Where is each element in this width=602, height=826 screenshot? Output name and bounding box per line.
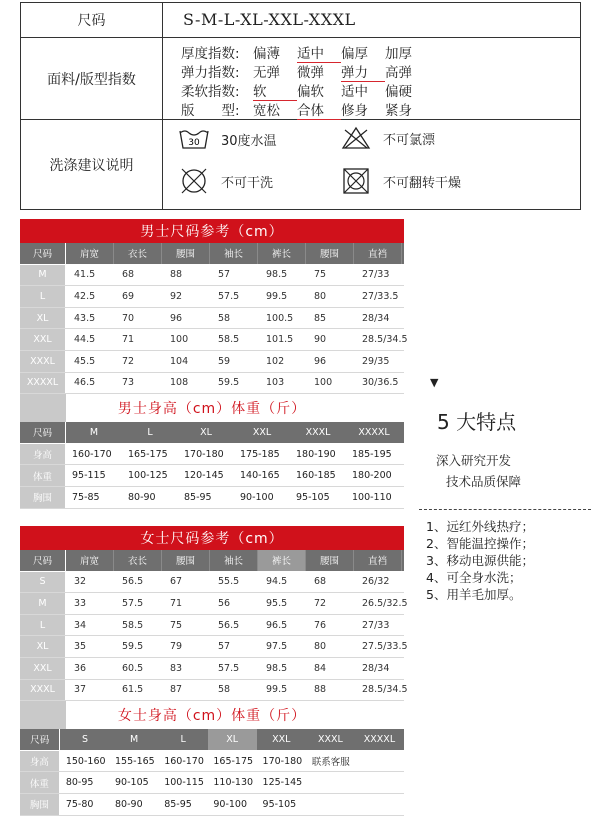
fabric-index-option: 偏薄 bbox=[253, 46, 280, 62]
table-header-cell: 腰围 bbox=[306, 550, 354, 571]
table-cell: 57.5 bbox=[218, 662, 240, 674]
fabric-index-option: 修身 bbox=[341, 103, 368, 119]
feature-item: 2、智能温控操作； bbox=[426, 536, 534, 551]
features-title: 5 大特点 bbox=[437, 410, 517, 434]
men-height-weight-grid bbox=[20, 422, 404, 508]
table-header-cell: XXL bbox=[252, 426, 272, 438]
table-cell: 95-115 bbox=[72, 470, 106, 482]
feature-item: 3、移动电源供能； bbox=[426, 553, 534, 568]
table-header-cell: XXXXL bbox=[363, 733, 396, 745]
table-cell: 185-195 bbox=[352, 448, 392, 460]
table-cell: 28/34 bbox=[362, 662, 390, 674]
wash-instructions bbox=[163, 120, 580, 209]
table-cell: 57.5 bbox=[218, 290, 240, 302]
fabric-index-option-selected: 软 bbox=[253, 80, 297, 101]
table-header-cell: 衣长 bbox=[114, 550, 162, 571]
no-bleach-icon bbox=[341, 126, 371, 150]
table-row bbox=[20, 572, 404, 594]
fabric-index-line bbox=[181, 42, 429, 63]
table-cell: 75 bbox=[314, 269, 327, 281]
table-cell: 80-95 bbox=[65, 777, 94, 789]
table-row bbox=[20, 772, 404, 794]
table-header-cell: L bbox=[147, 426, 153, 438]
fabric-index-option-selected: 合体 bbox=[297, 99, 341, 120]
men-size-table bbox=[20, 219, 408, 509]
table-cell: 103 bbox=[266, 377, 285, 389]
fabric-index-option: 紧身 bbox=[385, 103, 412, 119]
table-cell: 60.5 bbox=[122, 662, 144, 674]
fabric-index-option: 适中 bbox=[341, 84, 368, 100]
table-cell: 76 bbox=[314, 619, 327, 631]
table-cell: 90-100 bbox=[240, 491, 274, 503]
table-cell: 71 bbox=[170, 597, 183, 609]
table-cell: 80-90 bbox=[115, 798, 143, 810]
product-info-table bbox=[20, 2, 581, 210]
no-tumble-dry-icon bbox=[341, 166, 371, 196]
size-row bbox=[21, 3, 580, 38]
table-cell: 96 bbox=[170, 312, 183, 324]
table-cell: 125-145 bbox=[262, 777, 303, 789]
table-row bbox=[20, 636, 408, 658]
table-cell: 95-105 bbox=[262, 798, 297, 810]
table-cell: 97.5 bbox=[266, 641, 288, 653]
table-cell: 70 bbox=[122, 312, 135, 324]
no-bleach-text: 不可氯漂 bbox=[383, 132, 436, 148]
men-hw-title-row bbox=[20, 394, 404, 422]
table-cell: 68 bbox=[122, 269, 135, 281]
table-cell: 150-160 bbox=[65, 755, 106, 767]
fabric-index-option: 偏厚 bbox=[341, 46, 368, 62]
table-row bbox=[20, 680, 408, 702]
women-size-grid bbox=[20, 550, 408, 701]
table-row bbox=[20, 373, 404, 395]
table-cell: 165-175 bbox=[213, 755, 254, 767]
fabric-index-option-selected: 弹力 bbox=[341, 61, 385, 82]
fabric-index-line bbox=[181, 80, 429, 101]
table-cell: 95-105 bbox=[296, 491, 330, 503]
table-cell: 72 bbox=[122, 355, 135, 367]
table-cell: 56.5 bbox=[218, 619, 240, 631]
table-cell: 联系客服 bbox=[311, 757, 350, 769]
table-cell: 160-170 bbox=[72, 448, 112, 460]
table-cell: 95.5 bbox=[266, 597, 288, 609]
down-triangle-icon: ▼ bbox=[430, 376, 439, 389]
table-cell bbox=[306, 772, 355, 793]
table-cell: 75 bbox=[170, 619, 183, 631]
men-hw-title: 男士身高（cm）体重（斤） bbox=[117, 401, 307, 418]
table-cell: XL bbox=[20, 308, 66, 329]
table-header-row bbox=[20, 729, 404, 751]
table-cell: 胸围 bbox=[20, 487, 66, 508]
table-header-cell: XXXXL bbox=[358, 426, 390, 438]
table-cell: 27.5/33.5 bbox=[362, 641, 408, 653]
fabric-label: 面料/版型指数 bbox=[21, 38, 163, 119]
no-tumble-dry-text: 不可翻转干燥 bbox=[383, 175, 462, 191]
table-cell bbox=[355, 794, 404, 815]
fabric-indices bbox=[163, 38, 580, 119]
table-cell: L bbox=[20, 615, 66, 636]
table-cell: 56 bbox=[218, 597, 231, 609]
table-header-cell: XL bbox=[200, 426, 212, 438]
table-cell: 100-125 bbox=[128, 470, 168, 482]
table-cell: 98.5 bbox=[266, 269, 288, 281]
table-cell: 35 bbox=[74, 641, 87, 653]
table-header-cell: 腰围 bbox=[306, 243, 354, 264]
no-bleach-item bbox=[341, 126, 435, 150]
size-range: S-M-L-XL-XXL-XXXL bbox=[183, 10, 356, 29]
table-header-cell: 肩宽 bbox=[66, 243, 114, 264]
fabric-index-key: 柔软指数: bbox=[181, 84, 240, 100]
slogan-research: 深入研究开发 bbox=[436, 453, 512, 468]
no-dryclean-text: 不可干洗 bbox=[221, 175, 274, 191]
table-cell: 101.5 bbox=[266, 334, 294, 346]
table-cell: 175-185 bbox=[240, 448, 280, 460]
table-cell: 69 bbox=[122, 290, 135, 302]
table-cell: XXL bbox=[20, 329, 66, 350]
table-cell: 42.5 bbox=[74, 290, 96, 302]
table-header-row bbox=[20, 243, 404, 265]
table-header-cell: 袖长 bbox=[210, 550, 258, 571]
fabric-row bbox=[21, 38, 580, 120]
table-cell: 56.5 bbox=[122, 576, 144, 588]
table-header-cell: XXXL bbox=[305, 426, 331, 438]
table-header-cell: 腰围 bbox=[162, 243, 210, 264]
table-cell: 43.5 bbox=[74, 312, 96, 324]
feature-item: 1、远红外线热疗； bbox=[426, 519, 534, 534]
table-cell: 85 bbox=[314, 312, 327, 324]
women-size-table bbox=[20, 526, 408, 816]
table-cell: 94.5 bbox=[266, 576, 288, 588]
fabric-index-option: 偏软 bbox=[297, 84, 324, 100]
table-cell: 44.5 bbox=[74, 334, 96, 346]
table-cell: 98.5 bbox=[266, 662, 288, 674]
table-header-row bbox=[20, 550, 404, 572]
table-cell: 85-95 bbox=[184, 491, 212, 503]
fabric-index-key: 厚度指数: bbox=[181, 46, 240, 62]
no-tumble-dry-item bbox=[341, 166, 461, 196]
table-cell: 57.5 bbox=[122, 597, 144, 609]
fabric-index-line bbox=[181, 61, 429, 82]
table-header-cell: M bbox=[129, 733, 139, 745]
table-cell: XXXXL bbox=[20, 373, 66, 394]
table-cell: 28.5/34.5 bbox=[362, 684, 408, 696]
table-cell: 84 bbox=[314, 662, 327, 674]
table-header-cell: M bbox=[89, 426, 99, 438]
table-cell: 46.5 bbox=[74, 377, 96, 389]
table-cell: 59 bbox=[218, 355, 231, 367]
table-cell: 58 bbox=[218, 312, 231, 324]
divider bbox=[419, 509, 591, 510]
table-header-cell: XXL bbox=[272, 733, 291, 745]
table-row bbox=[20, 444, 404, 466]
table-cell: 29/35 bbox=[362, 355, 390, 367]
table-cell: 170-180 bbox=[184, 448, 224, 460]
table-header-cell: 裤长 bbox=[258, 243, 306, 264]
table-cell: 100 bbox=[170, 334, 189, 346]
table-cell: 75-85 bbox=[72, 491, 100, 503]
women-hw-title-row bbox=[20, 701, 404, 729]
fabric-index-option-selected: 适中 bbox=[297, 42, 341, 63]
no-dryclean-item bbox=[179, 166, 273, 196]
table-cell: 170-180 bbox=[262, 755, 303, 767]
table-header-row bbox=[20, 422, 404, 444]
table-cell: XL bbox=[20, 636, 66, 657]
table-cell: 41.5 bbox=[74, 269, 96, 281]
women-height-weight-grid bbox=[20, 729, 404, 815]
table-cell: 32 bbox=[74, 576, 87, 588]
table-cell: XXL bbox=[20, 658, 66, 679]
fabric-index-option: 宽松 bbox=[253, 103, 280, 119]
table-cell: S bbox=[20, 572, 66, 593]
table-cell: XXXL bbox=[20, 680, 66, 701]
table-cell: 28/34 bbox=[362, 312, 390, 324]
women-table-title: 女士尺码参考（cm） bbox=[20, 526, 404, 550]
table-cell: 92 bbox=[170, 290, 183, 302]
men-size-grid bbox=[20, 243, 408, 394]
table-cell: 100 bbox=[314, 377, 333, 389]
table-cell: 180-190 bbox=[296, 448, 336, 460]
table-cell: 58 bbox=[218, 684, 231, 696]
table-cell: 26/32 bbox=[362, 576, 390, 588]
table-header-cell: XXXL bbox=[317, 733, 343, 745]
table-cell: 37 bbox=[74, 684, 87, 696]
size-label: 尺码 bbox=[21, 3, 163, 37]
fabric-index-option: 偏硬 bbox=[385, 84, 412, 100]
table-cell: 30/36.5 bbox=[362, 377, 399, 389]
table-cell: 96 bbox=[314, 355, 327, 367]
table-cell: 99.5 bbox=[266, 290, 288, 302]
table-cell: 140-165 bbox=[240, 470, 280, 482]
table-cell: 100-110 bbox=[352, 491, 392, 503]
table-cell: 34 bbox=[74, 619, 87, 631]
table-cell: 90-100 bbox=[213, 798, 248, 810]
table-cell: 61.5 bbox=[122, 684, 144, 696]
table-cell: 160-185 bbox=[296, 470, 336, 482]
table-cell: 104 bbox=[170, 355, 189, 367]
table-cell: 55.5 bbox=[218, 576, 240, 588]
table-cell: 180-200 bbox=[352, 470, 392, 482]
table-row bbox=[20, 487, 404, 509]
table-cell: 90-105 bbox=[115, 777, 149, 789]
wash-row bbox=[21, 120, 580, 209]
table-row bbox=[20, 794, 404, 816]
svg-text:30: 30 bbox=[188, 138, 200, 148]
table-cell: M bbox=[20, 593, 66, 614]
table-cell: 72 bbox=[314, 597, 327, 609]
table-header-cell: 腰围 bbox=[162, 550, 210, 571]
fabric-index-option: 无弹 bbox=[253, 65, 280, 81]
table-cell: 80 bbox=[314, 290, 327, 302]
table-cell bbox=[306, 794, 355, 815]
table-cell: 71 bbox=[122, 334, 135, 346]
table-header-cell: 裤长 bbox=[258, 550, 306, 571]
table-cell: 88 bbox=[170, 269, 183, 281]
feature-item: 4、可全身水洗； bbox=[426, 570, 522, 585]
table-cell: 160-170 bbox=[164, 755, 204, 767]
table-header-cell: 尺码 bbox=[20, 422, 66, 443]
table-cell: 102 bbox=[266, 355, 285, 367]
table-cell: 27/33 bbox=[362, 269, 390, 281]
table-cell: 73 bbox=[122, 377, 135, 389]
table-cell: 45.5 bbox=[74, 355, 96, 367]
table-cell: 33 bbox=[74, 597, 87, 609]
table-cell: L bbox=[20, 286, 66, 307]
fabric-index-option: 加厚 bbox=[385, 46, 412, 62]
table-cell: 59.5 bbox=[122, 641, 144, 653]
table-cell: 85-95 bbox=[164, 798, 192, 810]
fabric-index-option: 高弹 bbox=[385, 65, 412, 81]
feature-item: 5、用羊毛加厚。 bbox=[426, 587, 522, 602]
table-cell: 120-145 bbox=[184, 470, 224, 482]
table-row bbox=[20, 593, 408, 615]
table-cell: 100-115 bbox=[164, 777, 204, 789]
table-header-cell: 直裆 bbox=[354, 243, 402, 264]
table-cell: 165-175 bbox=[128, 448, 168, 460]
table-cell: 80-90 bbox=[128, 491, 156, 503]
table-cell: 80 bbox=[314, 641, 327, 653]
table-header-cell: 肩宽 bbox=[66, 550, 114, 571]
table-row bbox=[20, 658, 404, 680]
slogan-quality: 技术品质保障 bbox=[446, 474, 522, 489]
table-row bbox=[20, 308, 404, 330]
wash-30-icon bbox=[179, 128, 209, 150]
table-cell: 27/33 bbox=[362, 619, 390, 631]
table-header-cell: 衣长 bbox=[114, 243, 162, 264]
table-cell: 110-130 bbox=[213, 777, 254, 789]
table-cell: 身高 bbox=[20, 751, 60, 772]
table-cell: 79 bbox=[170, 641, 183, 653]
table-cell: 100.5 bbox=[266, 312, 294, 324]
table-cell: 57 bbox=[218, 269, 231, 281]
wash-label: 洗涤建议说明 bbox=[21, 120, 163, 209]
table-header-cell: S bbox=[81, 733, 88, 745]
table-cell: 28.5/34.5 bbox=[362, 334, 408, 346]
table-header-cell: 尺码 bbox=[20, 243, 66, 264]
table-cell bbox=[355, 751, 404, 772]
table-header-cell: 尺码 bbox=[20, 550, 66, 571]
table-cell: 99.5 bbox=[266, 684, 288, 696]
fabric-index-key: 弹力指数: bbox=[181, 65, 240, 81]
table-row bbox=[20, 286, 404, 308]
women-hw-title: 女士身高（cm）体重（斤） bbox=[117, 708, 307, 725]
wash-30-item bbox=[179, 128, 277, 150]
table-cell: 27/33.5 bbox=[362, 290, 399, 302]
table-header-cell: L bbox=[180, 733, 186, 745]
fabric-index-option: 微弹 bbox=[297, 65, 324, 81]
table-cell: 90 bbox=[314, 334, 327, 346]
table-cell: 83 bbox=[170, 662, 183, 674]
fabric-index-line bbox=[181, 99, 429, 120]
no-dryclean-icon bbox=[179, 166, 209, 196]
table-row bbox=[20, 615, 404, 637]
table-cell: 胸围 bbox=[20, 794, 60, 815]
table-cell: 58.5 bbox=[218, 334, 240, 346]
table-row bbox=[20, 751, 404, 773]
men-table-title: 男士尺码参考（cm） bbox=[20, 219, 404, 243]
fabric-index-key: 版 型: bbox=[181, 103, 240, 119]
table-cell: 68 bbox=[314, 576, 327, 588]
table-cell: 59.5 bbox=[218, 377, 240, 389]
table-row bbox=[20, 265, 404, 287]
table-cell: M bbox=[20, 265, 66, 286]
table-cell: XXXL bbox=[20, 351, 66, 372]
table-cell: 88 bbox=[314, 684, 327, 696]
table-cell: 体重 bbox=[20, 772, 60, 793]
table-header-cell: 尺码 bbox=[20, 729, 60, 750]
table-cell: 96.5 bbox=[266, 619, 288, 631]
table-cell: 58.5 bbox=[122, 619, 144, 631]
wash-30-text: 30度水温 bbox=[221, 133, 277, 149]
table-cell: 67 bbox=[170, 576, 183, 588]
table-cell: 36 bbox=[74, 662, 87, 674]
table-cell: 57 bbox=[218, 641, 231, 653]
table-cell: 身高 bbox=[20, 444, 66, 465]
table-cell: 87 bbox=[170, 684, 183, 696]
table-row bbox=[20, 465, 404, 487]
table-cell: 26.5/32.5 bbox=[362, 597, 408, 609]
table-cell: 155-165 bbox=[115, 755, 155, 767]
table-row bbox=[20, 351, 404, 373]
table-header-cell: XL bbox=[208, 729, 257, 750]
table-header-cell: 直裆 bbox=[354, 550, 402, 571]
table-cell bbox=[355, 772, 404, 793]
table-cell: 75-80 bbox=[65, 798, 94, 810]
table-cell: 108 bbox=[170, 377, 189, 389]
table-cell: 体重 bbox=[20, 465, 66, 486]
table-header-cell: 袖长 bbox=[210, 243, 258, 264]
table-row bbox=[20, 329, 408, 351]
